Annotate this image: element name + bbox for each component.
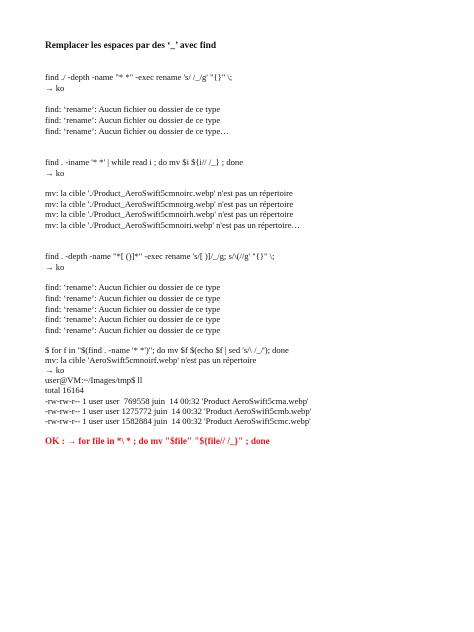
output-line: mv: la cible 'AeroSwift5cmnoirf.webp' n'est pas un répertoire	[45, 355, 257, 365]
listing-line: -rw-rw-r-- 1 user user 1275772 juin 14 00:32 'Product AeroSwift5cmb.webp'	[45, 406, 312, 416]
output-line: find: ‘rename’: Aucun fichier ou dossier de ce type	[45, 104, 221, 114]
command-line: find ./ -depth -name "* *" -exec rename 's/ /_/g' "{}" \;	[45, 72, 233, 82]
prompt-line: user@VM:~/Images/tmp$ ll	[45, 375, 143, 385]
result-line: → ko	[45, 83, 65, 93]
listing-line: -rw-rw-r-- 1 user user 1582884 juin 14 00:32 'Product AeroSwift5cmc.webp'	[45, 416, 311, 426]
document-title: Remplacer les espaces par des ‘_’ avec find	[45, 41, 217, 51]
output-line: find: ‘rename’: Aucun fichier ou dossier de ce type	[45, 282, 221, 292]
command-line: find . -iname '* *' | while read i ; do mv $i ${i// /_} ; done	[45, 157, 244, 167]
output-line: mv: la cible './Product_AeroSwift5cmnoirh.webp' n'est pas un répertoire	[45, 209, 294, 219]
output-line: find: ‘rename’: Aucun fichier ou dossier de ce type	[45, 314, 221, 324]
result-line: → ko	[45, 168, 65, 178]
solution-line: OK : → for file in *\ * ; do mv "$file" "${file// /_}" ; done	[45, 436, 270, 446]
listing-line: -rw-rw-r-- 1 user user 769558 juin 14 00:32 'Product AeroSwift5cma.webp'	[45, 396, 309, 406]
result-line: → ko	[45, 365, 65, 375]
result-line: → ko	[45, 262, 65, 272]
output-line: find: ‘rename’: Aucun fichier ou dossier de ce type…	[45, 126, 229, 136]
command-line: find . -depth -name "*[ ()]*" -exec rename 's/[ )]/_/g; s/\(//g' "{}" \;	[45, 251, 275, 261]
output-line: find: ‘rename’: Aucun fichier ou dossier de ce type	[45, 304, 221, 314]
output-line: mv: la cible './Product_AeroSwift5cmnoirg.webp' n'est pas un répertoire	[45, 199, 294, 209]
output-line: mv: la cible './Product_AeroSwift5cmnoiri.webp' n'est pas un répertoire…	[45, 220, 300, 230]
output-line: find: ‘rename’: Aucun fichier ou dossier de ce type	[45, 115, 221, 125]
output-line: find: ‘rename’: Aucun fichier ou dossier de ce type	[45, 293, 221, 303]
output-line: mv: la cible './Product_AeroSwift5cmnoirc.webp' n'est pas un répertoire	[45, 188, 293, 198]
command-line: $ for f in "$(find . -name '* *')"; do mv $f $(echo $f | sed 's/\ /_/'); done	[45, 345, 289, 355]
output-line: total 16164	[45, 385, 84, 395]
output-line: find: ‘rename’: Aucun fichier ou dossier de ce type	[45, 325, 221, 335]
